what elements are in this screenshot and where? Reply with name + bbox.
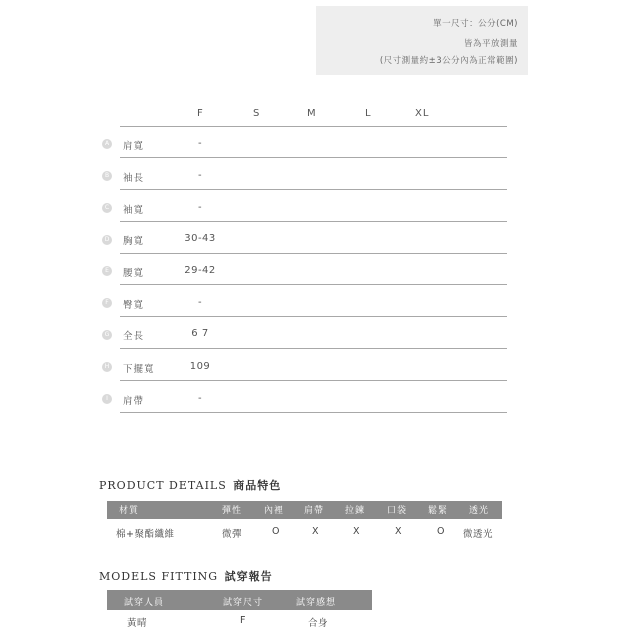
- details-header-sheer: 透光: [469, 506, 490, 516]
- models-fitting-title-zh: 試穿報告: [224, 570, 273, 583]
- row-value-f: 30-43: [184, 233, 216, 244]
- row-value-f: -: [197, 393, 203, 404]
- row-divider: [120, 284, 507, 285]
- row-badge: D: [102, 235, 112, 245]
- row-value-f: -: [197, 297, 203, 308]
- models-fitting-title: [99, 568, 273, 584]
- fitting-value-size: F: [240, 615, 246, 626]
- row-label: 腰寬: [123, 268, 145, 279]
- details-value-lining: O: [272, 526, 280, 537]
- row-badge: C: [102, 203, 112, 213]
- row-label: 下擺寬: [123, 364, 155, 375]
- row-label: 肩寬: [123, 141, 145, 152]
- details-value-elasticity: 微彈: [222, 529, 243, 540]
- row-divider: [120, 189, 507, 190]
- row-badge: H: [102, 362, 112, 372]
- row-badge: I: [102, 394, 112, 404]
- row-divider: [120, 221, 507, 222]
- details-header-elastic: 鬆緊: [428, 506, 449, 516]
- note-tolerance: (尺寸測量約±3公分內為正常範圍): [379, 56, 518, 66]
- row-divider: [120, 348, 507, 349]
- details-header-lining: 內裡: [264, 506, 285, 516]
- models-fitting-title-en: MODELS FITTING: [99, 570, 219, 583]
- size-header-l: L: [365, 108, 372, 119]
- details-header-pocket: 口袋: [387, 506, 408, 516]
- row-label: 臀寬: [123, 300, 145, 311]
- size-header-xl: XL: [415, 108, 430, 119]
- row-badge: A: [102, 139, 112, 149]
- row-value-f: 109: [189, 361, 211, 372]
- product-details-title: [99, 477, 281, 493]
- size-header-f: F: [197, 108, 204, 119]
- details-value-strap: X: [312, 526, 320, 537]
- row-value-f: -: [197, 202, 203, 213]
- fitting-header-feedback: 試穿感想: [296, 598, 337, 608]
- row-value-f: -: [197, 170, 203, 181]
- note-unit: 單一尺寸：公分(CM): [433, 19, 518, 29]
- row-badge: F: [102, 298, 112, 308]
- details-value-pocket: X: [395, 526, 403, 537]
- fitting-header-size: 試穿尺寸: [223, 598, 264, 608]
- row-badge: E: [102, 266, 112, 276]
- measurement-note-box: [316, 6, 528, 75]
- note-flat-measure: 皆為平放測量: [463, 39, 518, 49]
- row-divider: [120, 253, 507, 254]
- fitting-value-feedback: 合身: [308, 618, 329, 629]
- row-label: 袖寬: [123, 205, 145, 216]
- size-table-divider: [120, 126, 507, 127]
- row-value-f: -: [197, 138, 203, 149]
- row-label: 肩帶: [123, 396, 145, 407]
- row-value-f: 29-42: [184, 265, 216, 276]
- row-value-f: 6 7: [191, 328, 209, 339]
- details-value-material: 棉+聚酯纖維: [116, 529, 175, 540]
- row-label: 胸寬: [123, 236, 145, 247]
- details-header-material: 材質: [119, 506, 140, 516]
- row-divider: [120, 412, 507, 413]
- size-header-s: S: [253, 108, 261, 119]
- row-divider: [120, 380, 507, 381]
- row-divider: [120, 316, 507, 317]
- row-label: 袖長: [123, 173, 145, 184]
- row-label: 全長: [123, 331, 145, 342]
- details-header-elasticity: 彈性: [222, 506, 243, 516]
- row-divider: [120, 157, 507, 158]
- fitting-value-model: 黃晴: [127, 618, 148, 629]
- fitting-header-model: 試穿人員: [124, 598, 165, 608]
- row-badge: B: [102, 171, 112, 181]
- details-header-strap: 肩帶: [304, 506, 325, 516]
- details-value-elastic: O: [437, 526, 445, 537]
- product-details-title-zh: 商品特色: [233, 479, 282, 492]
- size-header-m: M: [307, 108, 317, 119]
- details-value-sheer: 微透光: [463, 529, 494, 540]
- details-header-zipper: 拉鍊: [345, 506, 366, 516]
- row-badge: G: [102, 330, 112, 340]
- product-details-title-en: PRODUCT DETAILS: [99, 479, 227, 492]
- details-value-zipper: X: [353, 526, 361, 537]
